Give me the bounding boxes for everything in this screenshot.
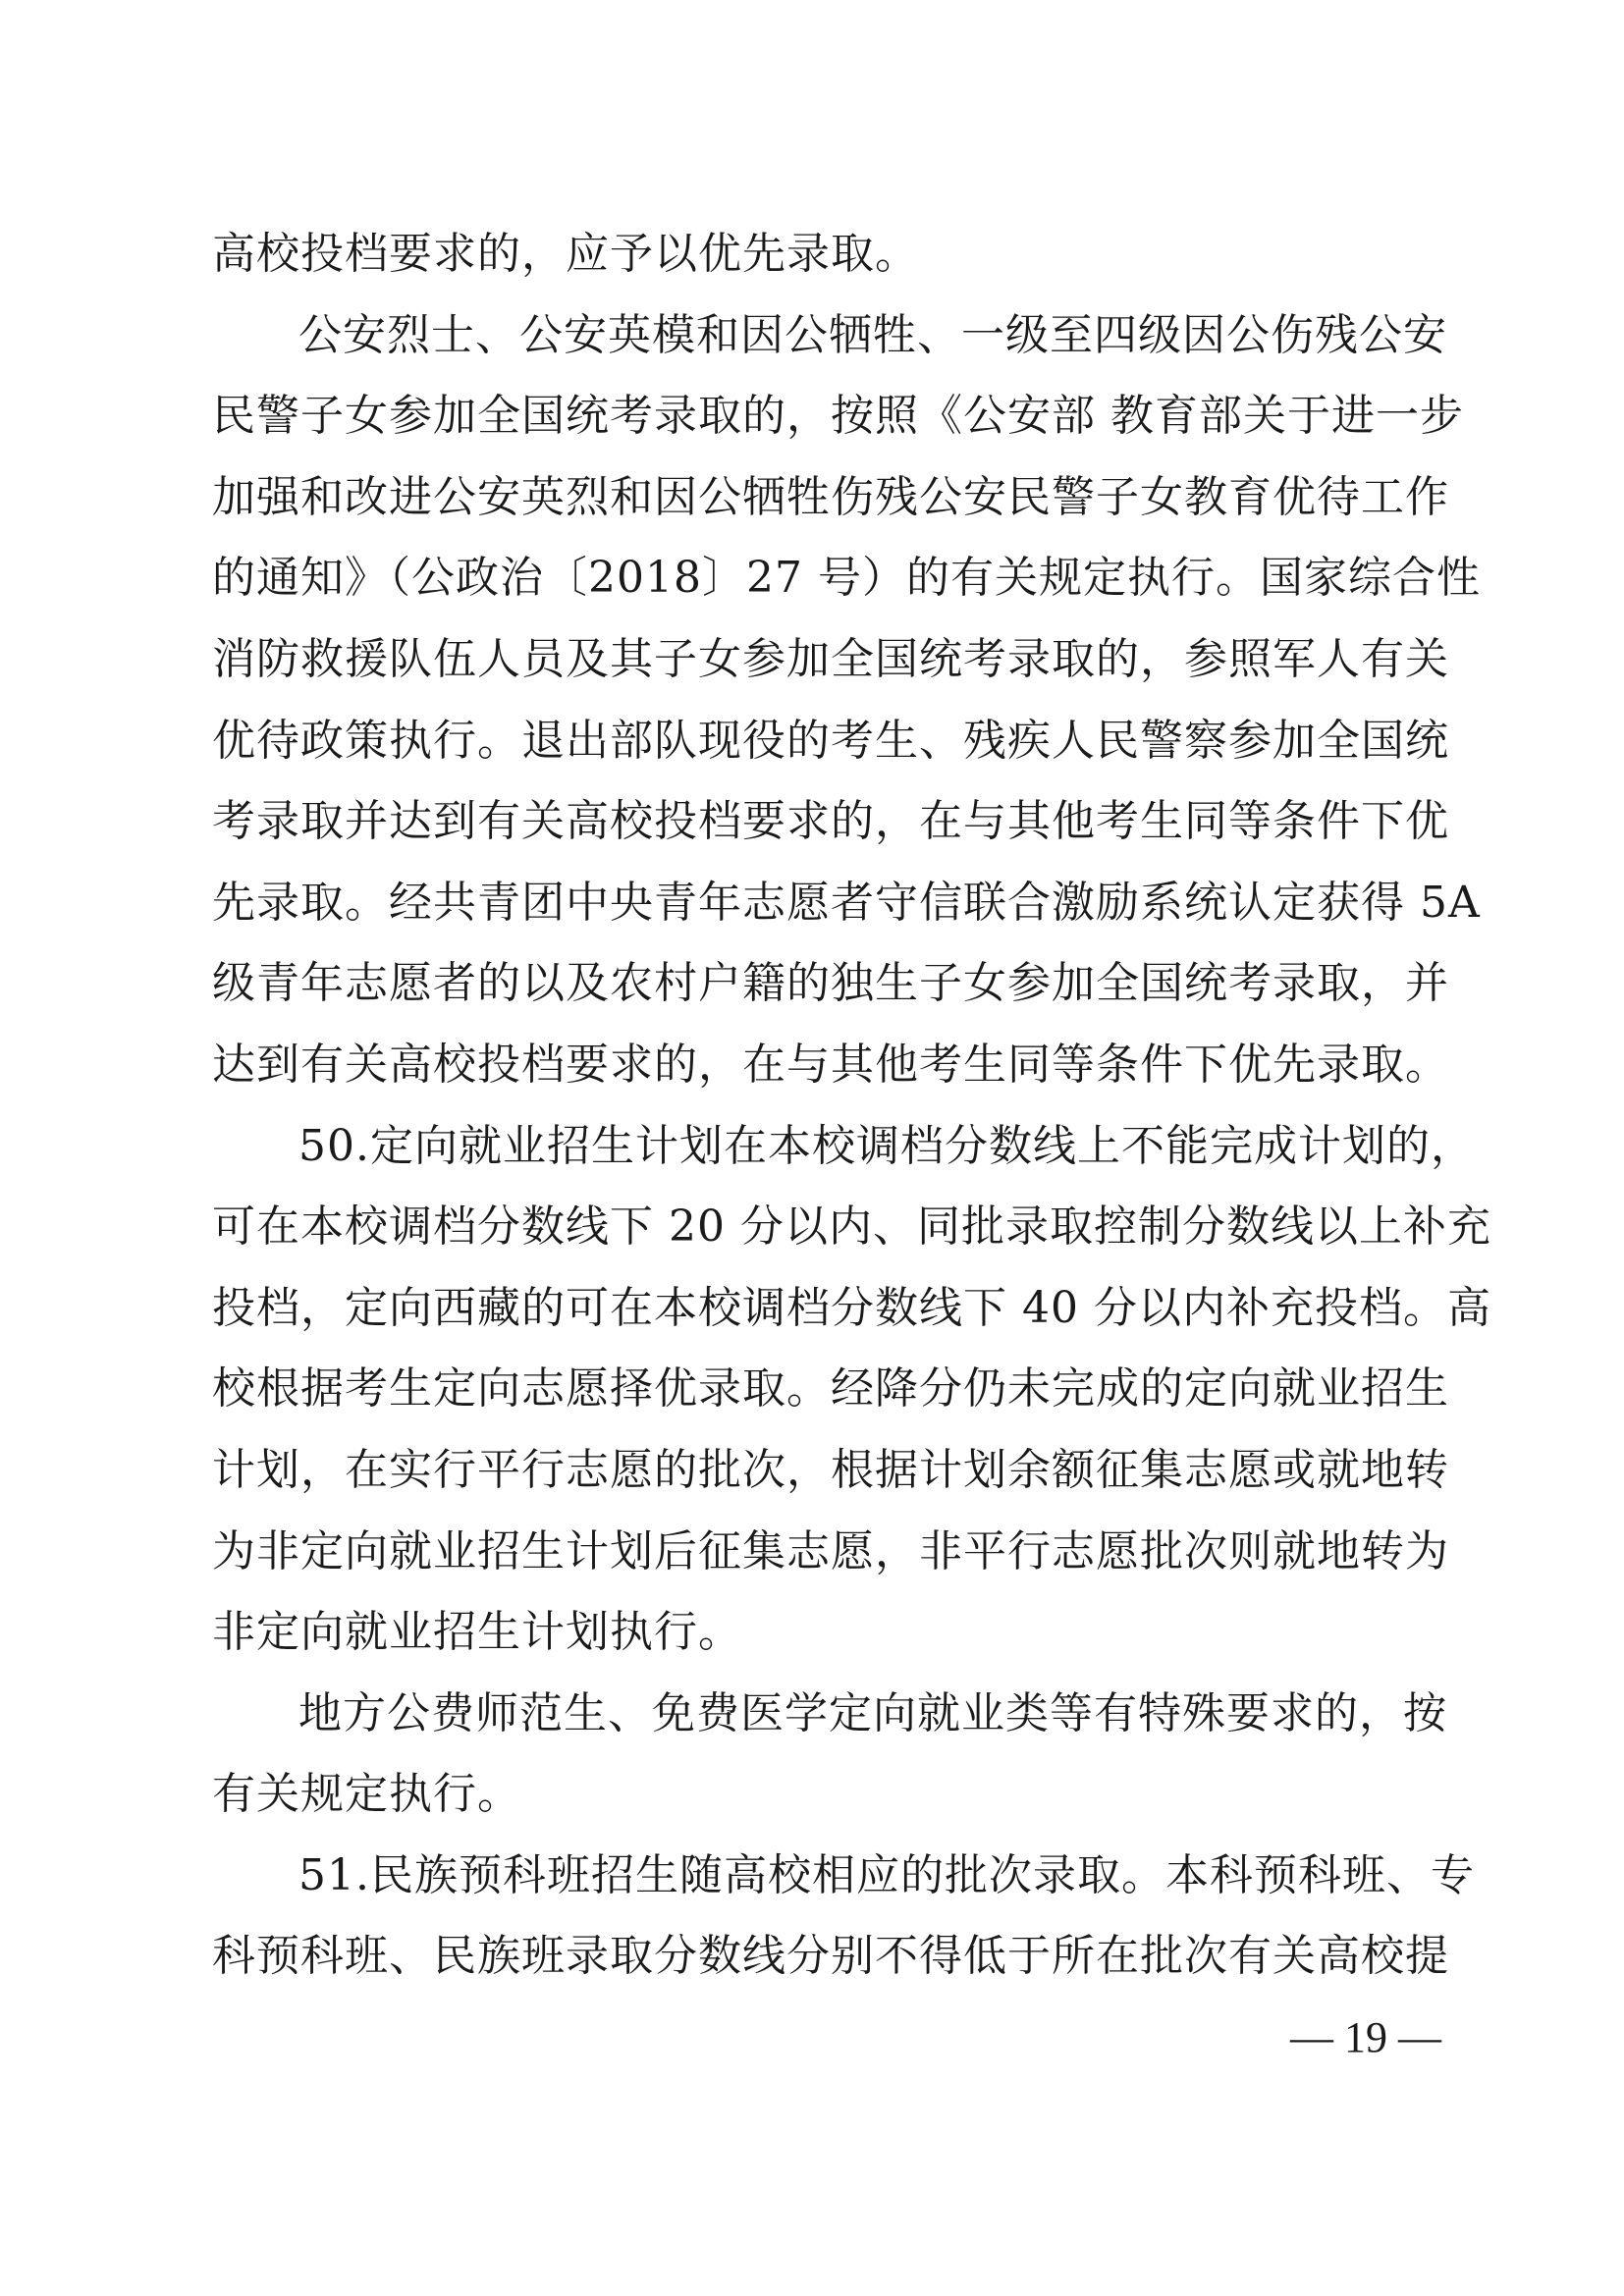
text-line: 加强和改进公安英烈和因公牺牲伤残公安民警子女教育优待工作 — [212, 471, 1449, 522]
text-line: 科预科班、民族班录取分数线分别不得低于所在批次有关高校提 — [212, 1931, 1449, 1982]
text-line: 级青年志愿者的以及农村户籍的独生子女参加全国统考录取，并 — [212, 958, 1449, 1009]
page-number: — 19 — — [1290, 2013, 1441, 2061]
text-line: 51.民族预科班招生随高校相应的批次录取。本科预科班、专 — [298, 1849, 1475, 1900]
text-line: 考录取并达到有关高校投档要求的，在与其他考生同等条件下优 — [212, 796, 1449, 847]
text-line: 有关规定执行。 — [212, 1769, 521, 1820]
text-line: 可在本校调档分数线下 20 分以内、同批录取控制分数线以上补充 — [212, 1201, 1491, 1253]
text-line: 50.定向就业招生计划在本校调档分数线上不能完成计划的， — [298, 1120, 1475, 1171]
text-line: 为非定向就业招生计划后征集志愿，非平行志愿批次则就地转为 — [212, 1525, 1449, 1576]
text-line: 达到有关高校投档要求的，在与其他考生同等条件下优先录取。 — [212, 1039, 1449, 1090]
text-line: 消防救援队伍人员及其子女参加全国统考录取的，参照军人有关 — [212, 633, 1449, 684]
text-line: 先录取。经共青团中央青年志愿者守信联合激励系统认定获得 5A — [212, 877, 1481, 928]
text-line: 民警子女参加全国统考录取的，按照《公安部 教育部关于进一步 — [212, 391, 1464, 442]
document-body — [212, 214, 1491, 1998]
text-line: 公安烈士、公安英模和因公牺牲、一级至四级因公伤残公安 — [298, 309, 1447, 360]
text-line: 计划，在实行平行志愿的批次，根据计划余额征集志愿或就地转 — [212, 1444, 1449, 1495]
text-line: 优待政策执行。退出部队现役的考生、残疾人民警察参加全国统 — [212, 715, 1449, 766]
text-line: 高校投档要求的，应予以优先录取。 — [212, 229, 919, 279]
text-line: 的通知》（公政治〔2018〕27 号）的有关规定执行。国家综合性 — [212, 553, 1481, 604]
text-line: 投档，定向西藏的可在本校调档分数线下 40 分以内补充投档。高 — [212, 1282, 1491, 1333]
text-line: 非定向就业招生计划执行。 — [212, 1607, 742, 1658]
text-line: 校根据考生定向志愿择优录取。经降分仍未完成的定向就业招生 — [212, 1363, 1449, 1415]
text-line: 地方公费师范生、免费医学定向就业类等有特殊要求的，按 — [298, 1687, 1447, 1738]
